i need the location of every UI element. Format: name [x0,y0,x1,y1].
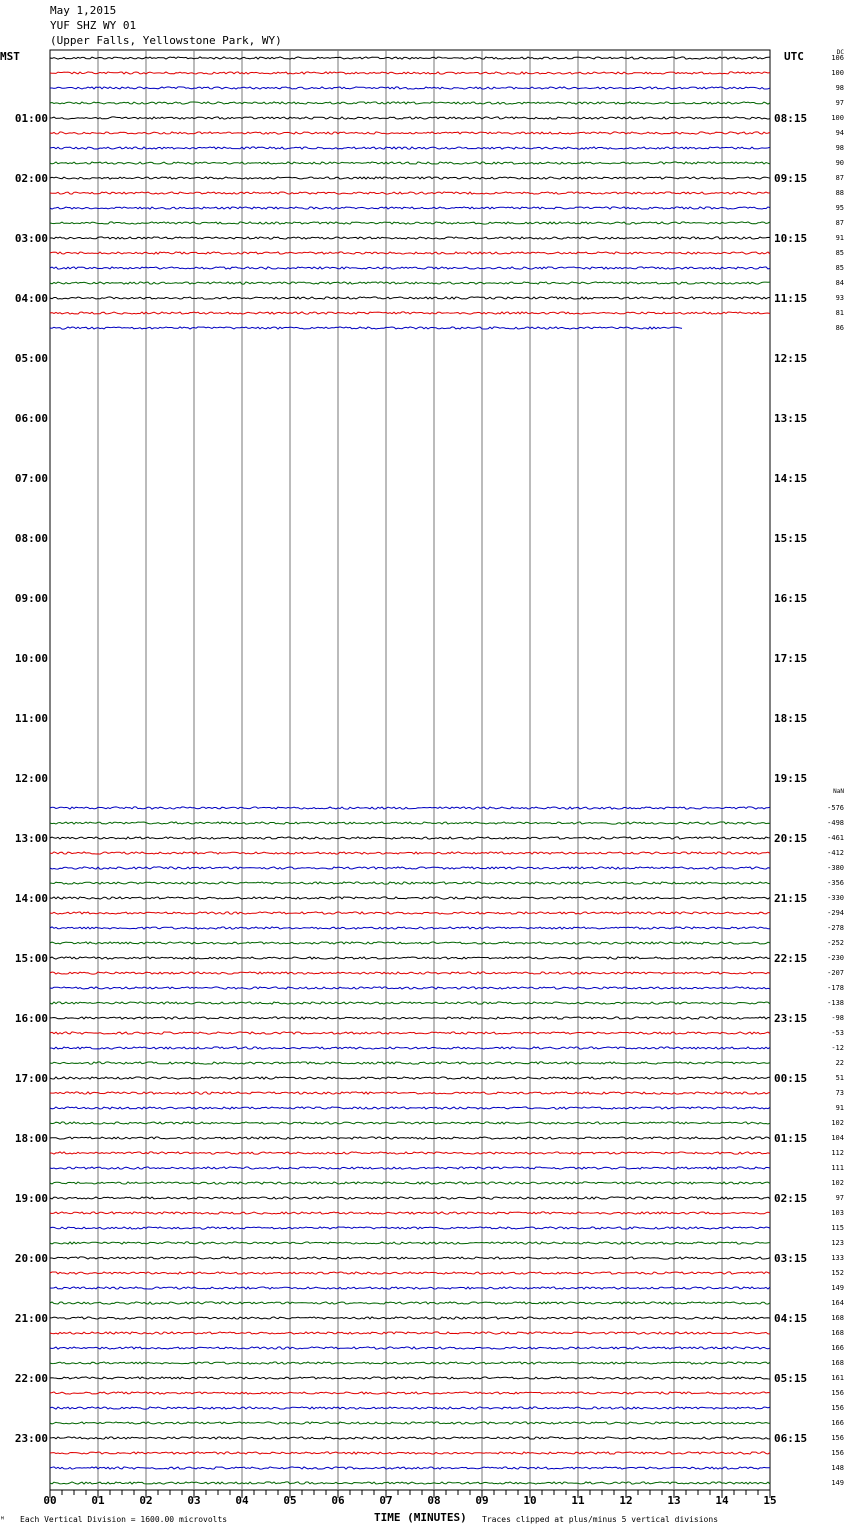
x-tick-label: 14 [715,1494,729,1507]
trace-dc-offset: 97 [835,1194,844,1202]
utc-hour-label: 15:15 [774,532,808,545]
utc-hour-label: 04:15 [774,1312,808,1325]
x-tick-label: 08 [427,1494,441,1507]
seismic-trace [50,957,770,959]
seismic-trace [50,1212,770,1214]
trace-dc-offset: 85 [835,264,844,272]
trace-dc-offset: 112 [831,1149,844,1157]
trace-dc-offset: 95 [835,204,844,212]
trace-dc-offset: -138 [827,999,844,1007]
trace-dc-offset: -178 [827,984,844,992]
x-tick-label: 00 [43,1494,57,1507]
seismic-trace [50,942,770,944]
trace-dc-offset: 81 [835,309,844,317]
mst-hour-label: 23:00 [14,1432,48,1445]
x-tick-label: 13 [667,1494,681,1507]
mst-hour-label: 02:00 [14,172,48,185]
trace-dc-offset: 87 [835,219,844,227]
trace-dc-offset: 148 [831,1464,844,1472]
mst-hour-label: 21:00 [14,1312,48,1325]
trace-dc-offset: 90 [835,159,844,167]
seismic-trace [50,1422,770,1424]
seismic-trace [50,1002,770,1004]
utc-hour-label: 20:15 [774,832,808,845]
left-axis-title: MST [0,50,20,63]
seismic-trace [50,207,770,209]
seismic-trace [50,972,770,974]
seismic-trace [50,132,770,134]
trace-dc-offset: 161 [831,1374,844,1382]
mst-hour-label: 10:00 [14,652,48,665]
x-tick-label: 05 [283,1494,297,1507]
dc-column-label: DC [836,49,844,56]
utc-hour-label: 17:15 [774,652,808,665]
trace-dc-offset: 164 [831,1299,844,1307]
mst-hour-label: 19:00 [14,1192,48,1205]
utc-hour-label: 00:15 [774,1072,808,1085]
seismic-trace [50,1452,770,1454]
trace-dc-offset: 106 [831,54,844,62]
mst-hour-label: 03:00 [14,232,48,245]
mst-hour-label: 18:00 [14,1132,48,1145]
seismic-trace [50,87,770,89]
trace-dc-offset: 73 [835,1089,844,1097]
trace-dc-offset: 156 [831,1404,844,1412]
utc-hour-label: 12:15 [774,352,808,365]
x-tick-label: 04 [235,1494,249,1507]
trace-dc-offset: 88 [835,189,844,197]
trace-dc-offset: 98 [835,84,844,92]
seismic-trace [50,1437,770,1439]
seismic-trace [50,837,770,839]
x-tick-label: 12 [619,1494,633,1507]
trace-dc-offset: 22 [835,1059,844,1067]
nan-column-label: NaN [833,788,844,795]
trace-dc-offset: 91 [835,234,844,242]
trace-dc-offset: 100 [831,114,844,122]
seismic-trace [50,1167,770,1169]
seismic-trace [50,1377,770,1379]
utc-hour-label: 18:15 [774,712,808,725]
trace-dc-offset: 91 [835,1104,844,1112]
seismic-trace [50,1392,770,1394]
mst-hour-label: 06:00 [14,412,48,425]
utc-hour-label: 22:15 [774,952,808,965]
seismic-trace [50,237,770,239]
trace-dc-offset: -230 [827,954,844,962]
x-tick-label: 07 [379,1494,393,1507]
trace-dc-offset: -98 [831,1014,844,1022]
x-tick-label: 11 [571,1494,585,1507]
mst-hour-label: 07:00 [14,472,48,485]
utc-hour-label: 19:15 [774,772,808,785]
trace-dc-offset: -498 [827,819,844,827]
mst-hour-label: 08:00 [14,532,48,545]
mst-hour-label: 20:00 [14,1252,48,1265]
seismic-trace [50,1272,770,1274]
mst-hour-label: 22:00 [14,1372,48,1385]
trace-dc-offset: 166 [831,1344,844,1352]
mst-hour-label: 13:00 [14,832,48,845]
utc-hour-label: 16:15 [774,592,808,605]
right-axis-title: UTC [784,50,804,63]
trace-dc-offset: 87 [835,174,844,182]
seismic-trace [50,807,770,809]
trace-dc-offset: 111 [831,1164,844,1172]
mst-hour-label: 15:00 [14,952,48,965]
utc-hour-label: 03:15 [774,1252,808,1265]
x-tick-label: 02 [139,1494,153,1507]
trace-dc-offset: 168 [831,1314,844,1322]
seismic-trace [50,1242,770,1244]
seismic-trace [50,1197,770,1199]
seismic-trace [50,72,770,74]
utc-hour-label: 05:15 [774,1372,808,1385]
seismic-trace [50,297,770,299]
seismic-trace [50,282,770,284]
recording-date: May 1,2015 [50,4,117,17]
seismic-trace [50,1152,770,1154]
seismic-trace [50,897,770,899]
station-location: (Upper Falls, Yellowstone Park, WY) [50,34,282,47]
utc-hour-label: 06:15 [774,1432,808,1445]
seismic-trace [50,252,770,254]
seismic-trace [50,1047,770,1049]
trace-dc-offset: 149 [831,1284,844,1292]
utc-hour-label: 23:15 [774,1012,808,1025]
utc-hour-label: 13:15 [774,412,808,425]
trace-dc-offset: 51 [835,1074,844,1082]
trace-dc-offset: -278 [827,924,844,932]
mst-hour-label: 17:00 [14,1072,48,1085]
seismic-trace [50,327,682,329]
utc-hour-label: 01:15 [774,1132,808,1145]
station-code: YUF SHZ WY 01 [50,19,137,32]
trace-dc-offset: 85 [835,249,844,257]
trace-dc-offset: 133 [831,1254,844,1262]
seismic-trace [50,1182,770,1184]
mst-hour-label: 16:00 [14,1012,48,1025]
trace-dc-offset: 168 [831,1329,844,1337]
seismic-trace [50,1287,770,1289]
mst-hour-label: 11:00 [14,712,48,725]
trace-dc-offset: 102 [831,1179,844,1187]
seismic-trace [50,1347,770,1349]
trace-dc-offset: -12 [831,1044,844,1052]
trace-dc-offset: -207 [827,969,844,977]
trace-dc-offset: 156 [831,1449,844,1457]
trace-dc-offset: 98 [835,144,844,152]
seismic-trace [50,312,770,314]
seismic-trace [50,1122,770,1124]
seismic-trace [50,1017,770,1019]
trace-dc-offset: 97 [835,99,844,107]
seismic-trace [50,1407,770,1409]
seismic-trace [50,822,770,824]
seismic-trace [50,1137,770,1139]
x-tick-label: 10 [523,1494,537,1507]
trace-dc-offset: 123 [831,1239,844,1247]
seismic-trace [50,57,770,59]
utc-hour-label: 21:15 [774,892,808,905]
seismic-trace [50,267,770,269]
mst-hour-label: 04:00 [14,292,48,305]
x-axis-label: TIME (MINUTES) [374,1511,467,1524]
trace-dc-offset: 156 [831,1389,844,1397]
utc-hour-label: 14:15 [774,472,808,485]
utc-hour-label: 11:15 [774,292,808,305]
clipping-note: Traces clipped at plus/minus 5 vertical divisions [482,1515,719,1524]
trace-dc-offset: 115 [831,1224,844,1232]
trace-dc-offset: -356 [827,879,844,887]
trace-dc-offset: 84 [835,279,844,287]
seismic-trace [50,912,770,914]
footer-mark: ᴹ [0,1515,5,1524]
utc-hour-label: 10:15 [774,232,808,245]
seismic-trace [50,102,770,104]
seismic-trace [50,1107,770,1109]
trace-dc-offset: -380 [827,864,844,872]
trace-dc-offset: 93 [835,294,844,302]
x-tick-label: 09 [475,1494,489,1507]
seismic-trace [50,867,770,869]
seismic-trace [50,1332,770,1334]
seismic-trace [50,852,770,854]
seismic-trace [50,1482,770,1484]
seismic-trace [50,987,770,989]
trace-dc-offset: 86 [835,324,844,332]
trace-dc-offset: 104 [831,1134,844,1142]
trace-dc-offset: -461 [827,834,844,842]
x-tick-label: 15 [763,1494,777,1507]
seismic-trace [50,1092,770,1094]
trace-dc-offset: -252 [827,939,844,947]
trace-dc-offset: -412 [827,849,844,857]
trace-dc-offset: 102 [831,1119,844,1127]
mst-hour-label: 14:00 [14,892,48,905]
trace-dc-offset: 152 [831,1269,844,1277]
trace-dc-offset: 156 [831,1434,844,1442]
seismic-trace [50,1257,770,1259]
vertical-division-note: Each Vertical Division = 1600.00 microvolts [20,1515,228,1524]
mst-hour-label: 01:00 [14,112,48,125]
x-tick-label: 01 [91,1494,105,1507]
trace-dc-offset: 103 [831,1209,844,1217]
seismic-trace [50,882,770,884]
trace-dc-offset: -294 [827,909,844,917]
seismic-trace [50,222,770,224]
trace-dc-offset: 168 [831,1359,844,1367]
x-tick-label: 06 [331,1494,345,1507]
trace-dc-offset: -330 [827,894,844,902]
seismic-trace [50,192,770,194]
seismic-trace [50,147,770,149]
utc-hour-label: 02:15 [774,1192,808,1205]
trace-dc-offset: 94 [835,129,844,137]
seismic-trace [50,1467,770,1469]
seismic-trace [50,1077,770,1079]
seismic-trace [50,927,770,929]
seismic-trace [50,177,770,179]
mst-hour-label: 12:00 [14,772,48,785]
seismic-trace [50,1362,770,1364]
seismic-trace [50,162,770,164]
utc-hour-label: 08:15 [774,112,808,125]
utc-hour-label: 09:15 [774,172,808,185]
x-tick-label: 03 [187,1494,201,1507]
trace-dc-offset: -576 [827,804,844,812]
trace-dc-offset: -53 [831,1029,844,1037]
trace-dc-offset: 149 [831,1479,844,1487]
trace-dc-offset: 166 [831,1419,844,1427]
mst-hour-label: 09:00 [14,592,48,605]
seismic-trace [50,1032,770,1034]
mst-hour-label: 05:00 [14,352,48,365]
seismic-trace [50,1062,770,1064]
trace-dc-offset: 100 [831,69,844,77]
seismic-trace [50,1317,770,1319]
seismic-trace [50,1227,770,1229]
seismic-trace [50,1302,770,1304]
seismic-trace [50,117,770,119]
